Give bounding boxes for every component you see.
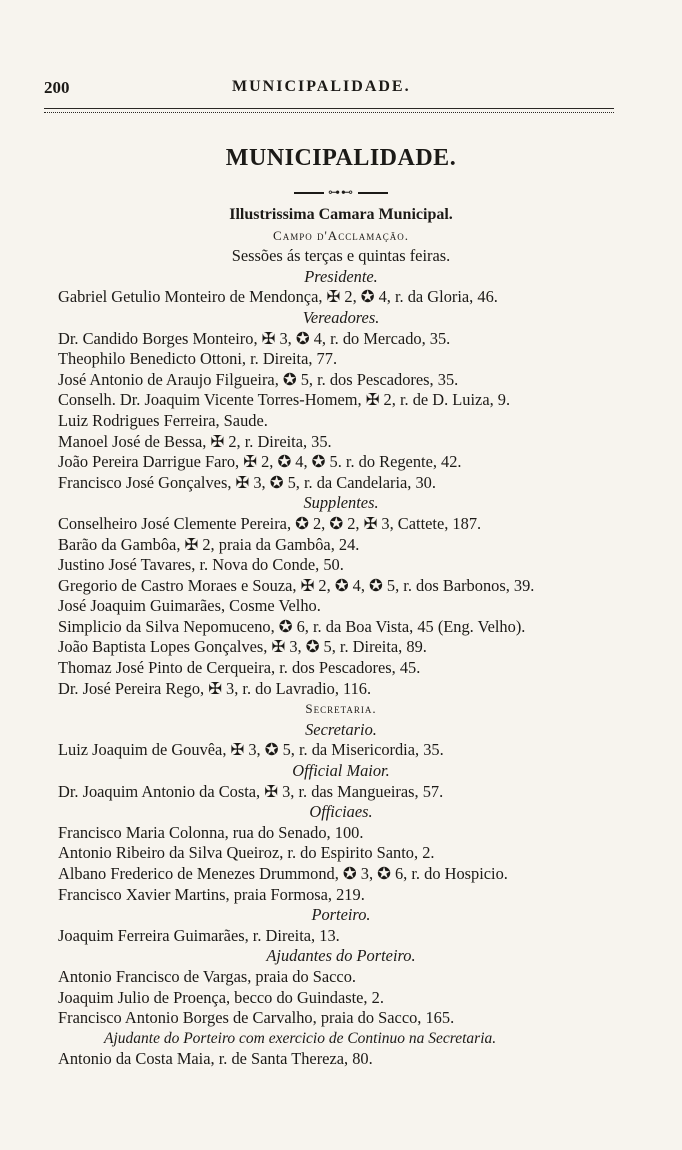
directory-entry: Manoel José de Bessa, ✠ 2, r. Direita, 35. <box>58 431 332 451</box>
running-head <box>44 78 614 100</box>
section-heading: Ajudantes do Porteiro. <box>266 946 416 966</box>
directory-entry: Gregorio de Castro Moraes e Souza, ✠ 2, ✪ 4, ✪ 5, r. dos Barbonos, 39. <box>58 575 535 595</box>
header-rule <box>44 108 614 113</box>
directory-entry: Joaquim Ferreira Guimarães, r. Direita, 13. <box>58 925 340 945</box>
directory-entry: José Joaquim Guimarães, Cosme Velho. <box>58 596 321 616</box>
directory-entry: Antonio Francisco de Vargas, praia do Sacco. <box>58 966 356 986</box>
directory-entry: Luiz Rodrigues Ferreira, Saude. <box>58 410 268 430</box>
section-heading: Illustrissima Camara Municipal. <box>229 206 453 223</box>
directory-entry: João Pereira Darrigue Faro, ✠ 2, ✪ 4, ✪ 5. r. do Regente, 42. <box>58 452 462 472</box>
ornament-bar-right <box>358 192 388 194</box>
title-ornament <box>0 185 682 200</box>
directory-entry: Dr. Candido Borges Monteiro, ✠ 3, ✪ 4, r. do Mercado, 35. <box>58 328 451 348</box>
section-heading: Presidente. <box>304 266 378 286</box>
section-heading: Sessões ás terças e quintas feiras. <box>231 246 451 266</box>
directory-entry: Antonio Ribeiro da Silva Queiroz, r. do Espirito Santo, 2. <box>58 843 435 863</box>
directory-entry: Simplicio da Silva Nepomuceno, ✪ 6, r. da Boa Vista, 45 (Eng. Velho). <box>58 616 526 636</box>
directory-entry: Joaquim Julio de Proença, becco do Guindaste, 2. <box>58 987 384 1007</box>
page-number: 200 <box>44 78 70 97</box>
ornament-glyph: ⊶⊷ <box>328 185 354 199</box>
section-heading: Vereadores. <box>302 307 380 327</box>
section-heading: Supplentes. <box>303 493 379 513</box>
directory-entry: Albano Frederico de Menezes Drummond, ✪ 3, ✪ 6, r. do Hospicio. <box>58 864 508 883</box>
directory-entry: Francisco Antonio Borges de Carvalho, praia do Sacco, 165. <box>58 1008 455 1028</box>
directory-entry: Thomaz José Pinto de Cerqueira, r. dos Pescadores, 45. <box>58 658 421 678</box>
directory-entry: Barão da Gambôa, ✠ 2, praia da Gambôa, 24. <box>58 534 360 554</box>
directory-entry: Dr. José Pereira Rego, ✠ 3, r. do Lavradio, 116. <box>58 678 372 698</box>
directory-entry: Francisco Xavier Martins, praia Formosa, 219. <box>58 884 365 904</box>
section-heading: Campo d'Acclamação. <box>273 227 409 243</box>
directory-entry: Conselheiro José Clemente Pereira, ✪ 2, ✪ 2, ✠ 3, Cattete, 187. <box>58 513 482 533</box>
directory-entry: Francisco Maria Colonna, rua do Senado, 100. <box>58 822 364 842</box>
directory-entry: Conselh. Dr. Joaquim Vicente Torres-Homem, ✠ 2, r. de D. Luiza, 9. <box>58 390 511 410</box>
running-title: MUNICIPALIDADE. <box>232 78 411 95</box>
section-heading: Official Maior. <box>292 761 390 781</box>
directory-entry: Justino José Tavares, r. Nova do Conde, 50. <box>58 555 344 575</box>
directory-listing <box>0 205 682 1070</box>
section-heading: Officiaes. <box>309 802 373 822</box>
note-line: Ajudante do Porteiro com exercicio de Continuo na Secretaria. <box>104 1029 497 1047</box>
ornament-bar-left <box>294 192 324 194</box>
section-title: MUNICIPALIDADE. <box>225 145 457 171</box>
section-heading: Secretario. <box>305 719 377 739</box>
directory-entry: José Antonio de Araujo Filgueira, ✪ 5, r. dos Pescadores, 35. <box>58 369 459 389</box>
directory-entry: Dr. Joaquim Antonio da Costa, ✠ 3, r. das Mangueiras, 57. <box>58 781 444 801</box>
directory-entry: João Baptista Lopes Gonçalves, ✠ 3, ✪ 5, r. Direita, 89. <box>58 637 427 657</box>
directory-entry: Antonio da Costa Maia, r. de Santa Thereza, 80. <box>58 1049 373 1069</box>
directory-entry: Luiz Joaquim de Gouvêa, ✠ 3, ✪ 5, r. da Misericordia, 35. <box>58 740 444 760</box>
directory-entry: Francisco José Gonçalves, ✠ 3, ✪ 5, r. da Candelaria, 30. <box>58 472 436 492</box>
section-heading: Secretaria. <box>305 701 377 717</box>
directory-entry: Theophilo Benedicto Ottoni, r. Direita, 77. <box>58 349 338 369</box>
directory-entry: Gabriel Getulio Monteiro de Mendonça, ✠ 2, ✪ 4, r. da Gloria, 46. <box>58 287 498 307</box>
section-heading: Porteiro. <box>311 905 371 925</box>
